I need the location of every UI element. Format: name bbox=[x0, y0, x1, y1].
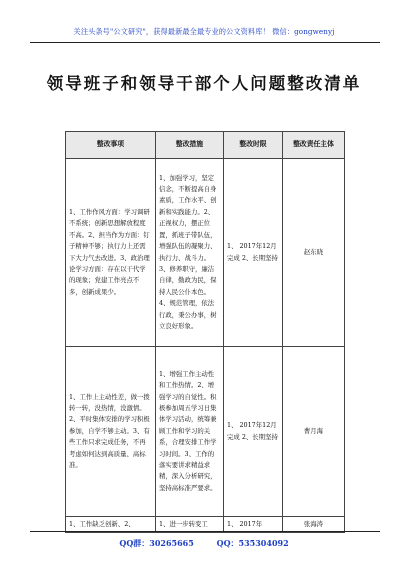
deadline-cell: 1、 2017年 bbox=[224, 517, 283, 533]
rectification-table bbox=[65, 131, 345, 533]
deadline-cell: 1、 2017年12月完成 2、长期坚持 bbox=[224, 159, 283, 347]
measures-cell: 1、增强工作主动性和工作热情。2、增强学习的自觉性。积极参加周五学习日集体学习活动，统筹兼顾工作和学习的关系，合理安排工作学习时间。3、工作的落实要讲求精益求精，深入分析研究，坚持高标准严要求。 bbox=[156, 347, 224, 517]
deadline-cell: 1、 2017年12月完成 2、长期坚持 bbox=[224, 347, 283, 517]
issue-cell: 1、工作上主动性差，做一拨转一转，没热情，没激情。2、平时集体安排的学习积极参加，自学不够主动。3、有些工作只求完成任务，不再考虑如何达到高质量、高标准。 bbox=[66, 347, 156, 517]
owner-cell: 曹月海 bbox=[283, 347, 345, 517]
document-title: 领导班子和领导干部个人问题整改清单 bbox=[46, 74, 362, 93]
header-promo-note: 关注头条号"公文研究"，获得最新最全最专业的公文资料库！ 微信：gongwenyj bbox=[73, 27, 335, 36]
footer-qq: QQ：535304092 bbox=[216, 538, 289, 548]
footer-qq-group: QQ群：30265665 bbox=[119, 538, 194, 548]
measures-cell: 1、加强学习，坚定信念，不断提高自身素质，工作水平、创新和实践能力。2、正视权力，摆正位置，抓班子带队伍，增强队伍的凝聚力、执行力、战斗力。3、修养职守，廉洁自律，勤政为民，保持人民公仆本色。4、规范管理，依法行政，秉公办事，树立良好形象。 bbox=[156, 159, 224, 347]
owner-cell: 张海涛 bbox=[283, 517, 345, 533]
header-divider bbox=[30, 42, 380, 43]
table-row bbox=[66, 347, 345, 517]
owner-cell: 赵东晓 bbox=[283, 159, 345, 347]
measures-cell: 1、进一步转变工 bbox=[156, 517, 224, 533]
footer-divider bbox=[30, 531, 380, 532]
table-row bbox=[66, 159, 345, 347]
issue-cell: 1、工作作风方面：学习调研不系统；创新思想解放程度不高。2、担当作为方面：钉子精神不够；执行力上还需下大力气去改进。3、政治理论学习方面：存在以干代学的现象；党建工作亮点不多，创新成果少。 bbox=[66, 159, 156, 347]
header-measures: 整改措施 bbox=[156, 132, 224, 159]
header-owner: 整改责任主体 bbox=[283, 132, 345, 159]
header-deadline: 整改时限 bbox=[224, 132, 283, 159]
footer-contact bbox=[0, 538, 408, 549]
issue-cell: 1、工作缺乏创新、2、 bbox=[66, 517, 156, 533]
header-issue: 整改事项 bbox=[66, 132, 156, 159]
table-header-row bbox=[66, 132, 345, 159]
